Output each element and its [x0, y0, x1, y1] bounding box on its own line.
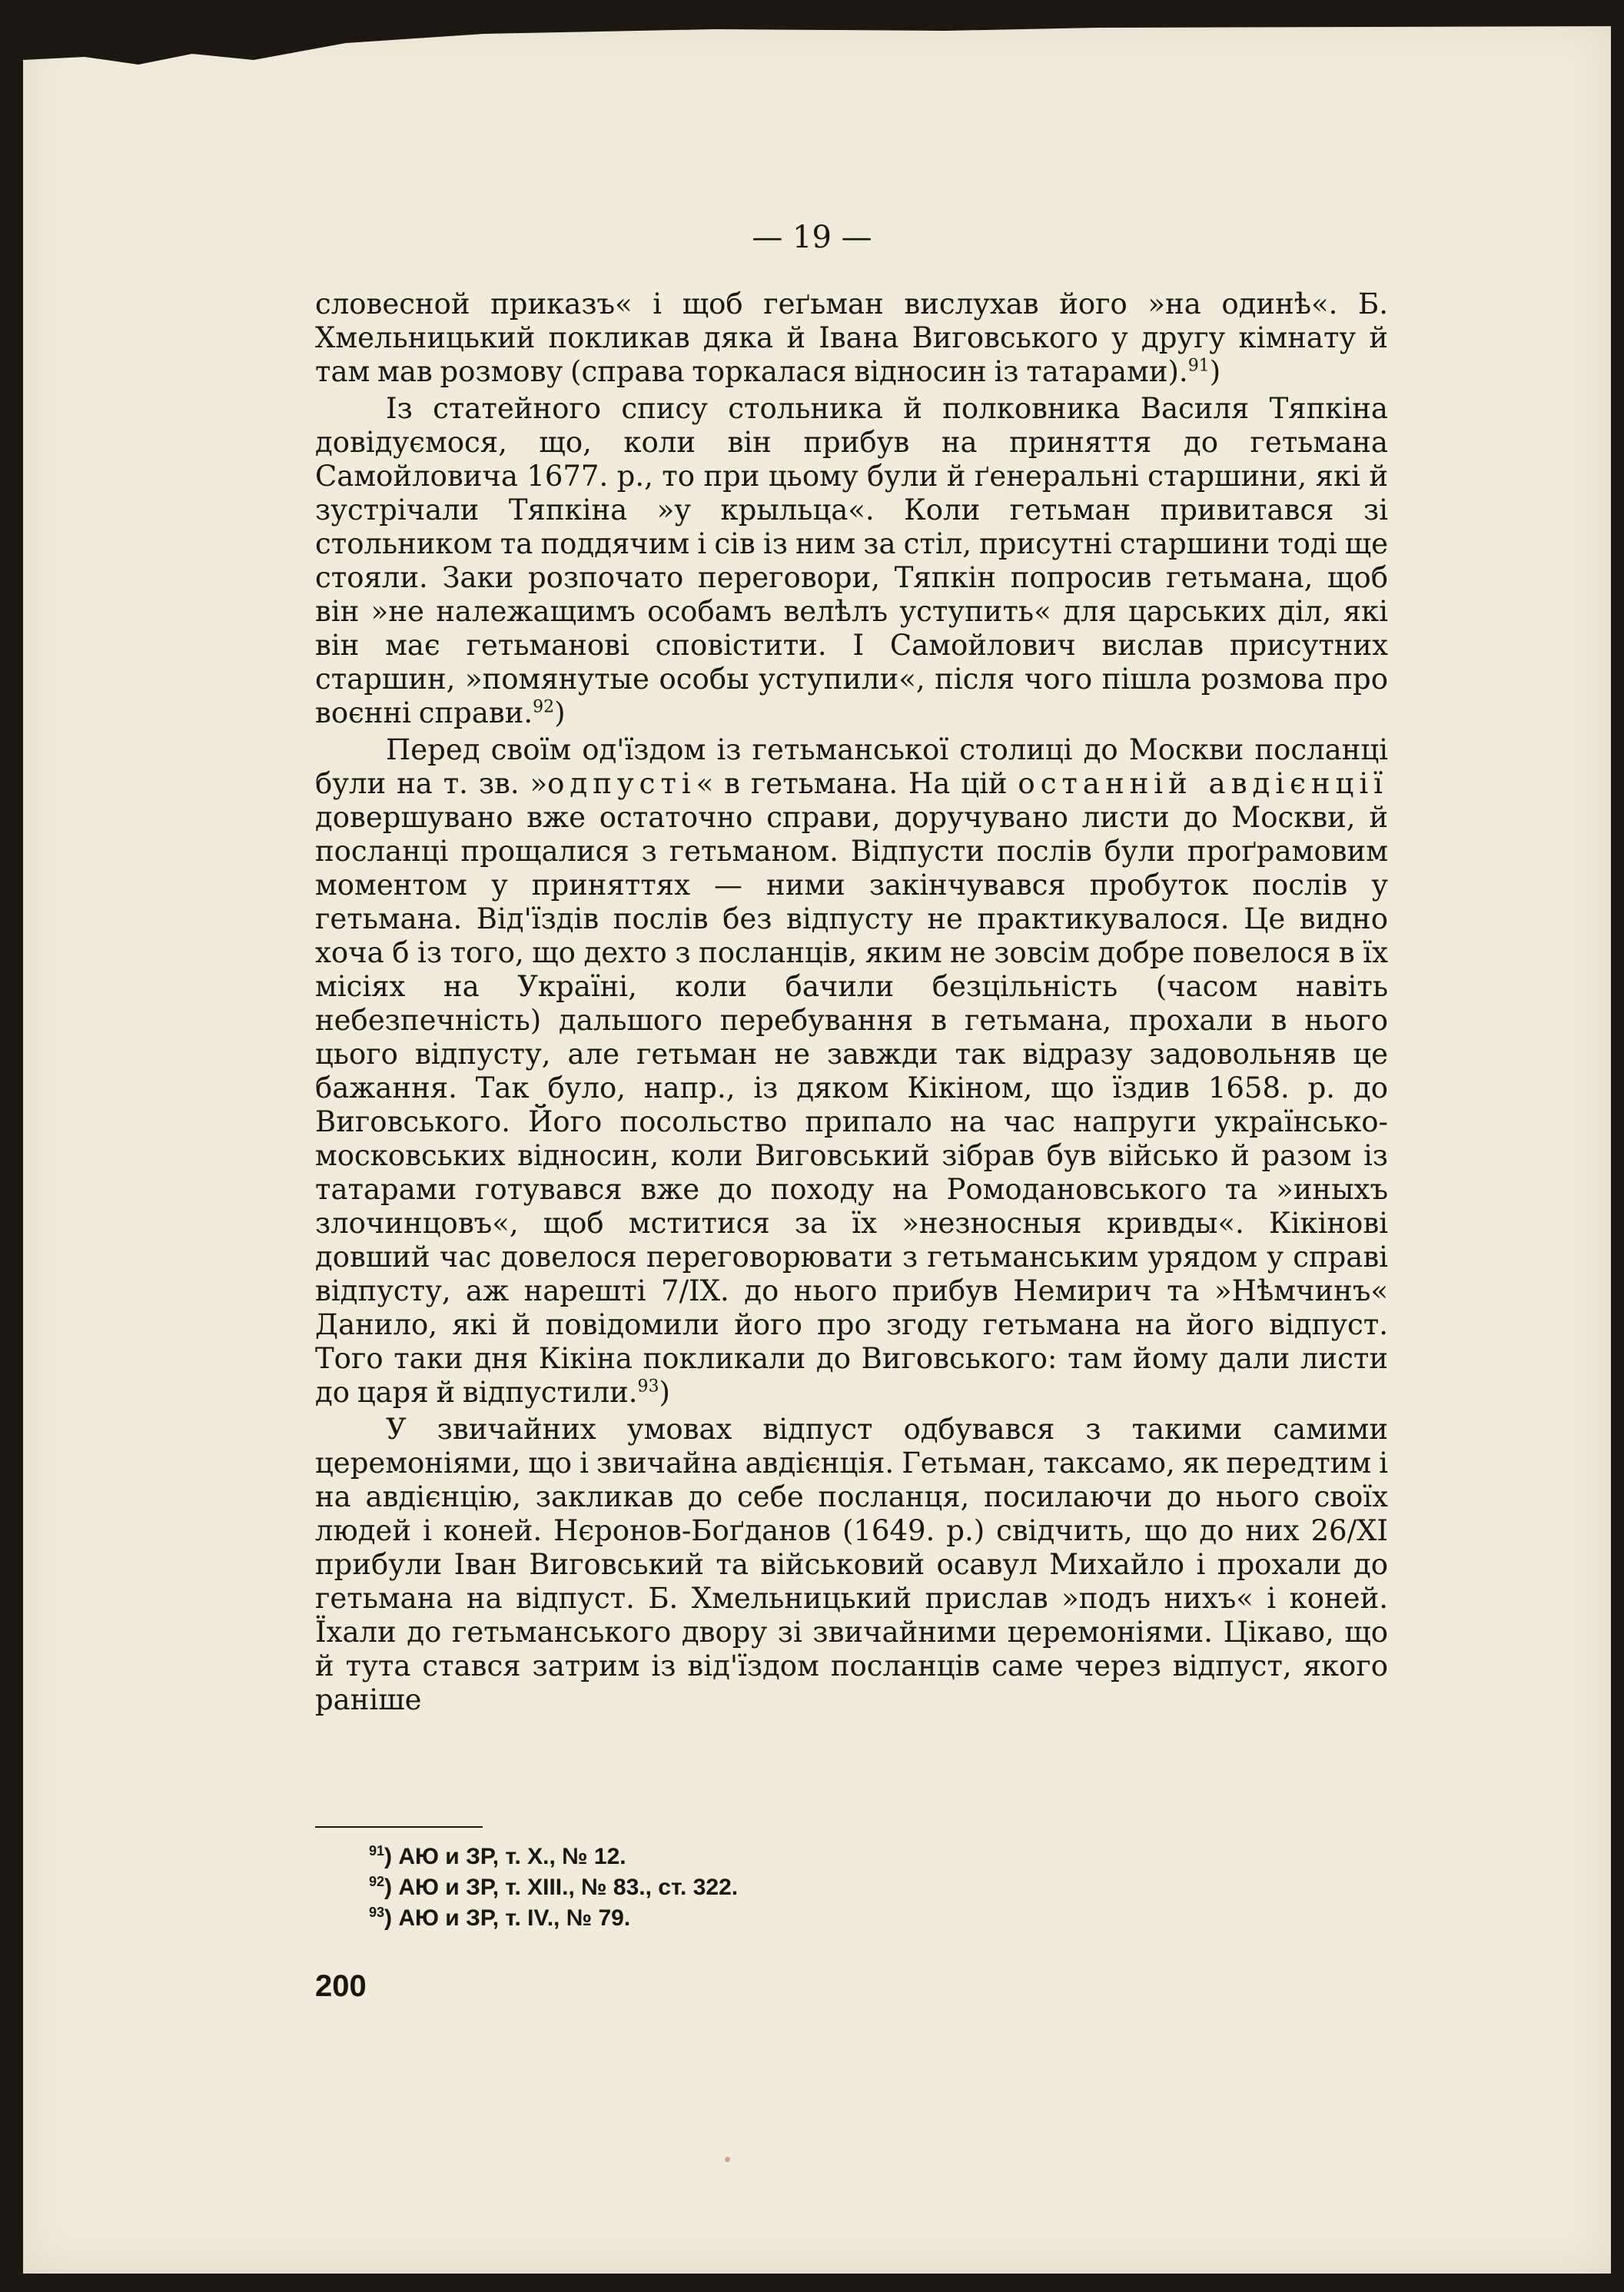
- paper-speck: [725, 2157, 730, 2162]
- footnote-93: $^{93}$) АЮ и ЗР, т. IV., № 79.: [369, 1905, 631, 1931]
- paragraph-4: У звичайних умовах відпуст одбувався з такими самими церемоніями, що і звичайна авдієнція. Гетьман, таксамо, як передтим і на авдієнцію, закликав до себе посланця, посилаючи до нього своїх людей і коней. Нєронов-Боґданов (1649. р.) свідчить, що до них 26/XI прибули Іван Виговський та військовий осавул Михайло і прохали до гетьмана на відпуст. Б. Хмельницький прислав »подъ нихъ« і коней. Їхали до гетьманського двору зі звичайними церемоніями. Цікаво, що й тута стався затрим із від'їздом посланців саме через відпуст, якого раніше: [315, 1413, 1388, 1716]
- footnote-91: $^{91}$) АЮ и ЗР, т. X., № 12.: [369, 1843, 626, 1869]
- running-head: — 19 —: [752, 220, 872, 255]
- footnote-ref-91: 91: [1187, 356, 1210, 376]
- paragraph-2: Із статейного спису стольника й полковника Василя Тяпкіна довідуємося, що, коли він прибув на приняття до гетьмана Самойловича 1677. р., то при цьому були й ґенеральні старшини, які й зустрічали Тяпкіна »у крыльца«. Коли гетьман привитався зі стольником та поддячим і сів із ним за стіл, присутні старшини тоді ще стояли. Заки розпочато переговори, Тяпкін попросив гетьмана, щоб він »не належащимъ особамъ велѣлъ уступить« для царських діл, які він має гетьманові сповістити. І Самойлович вислав присутних старшин, »помянутые особы уступили«, після чого пішла розмова про воєнні справи.$^{92}$): [315, 392, 1388, 729]
- footnote-92: $^{92}$) АЮ и ЗР, т. XIII., № 83., ст. 322.: [369, 1874, 739, 1900]
- footnote-ref-92: 92: [533, 697, 555, 717]
- paragraph-3: Перед своїм од'їздом із гетьманської столиці до Москви посланці були на т. зв. »одпусті« в гетьмана. На цій останній авдієнції довершувано вже остаточно справи, доручувано листи до Москви, й посланці прощалися з гетьманом. Відпусти послів були проґрамовим моментом у приняттях — ними закінчувався пробуток послів у гетьмана. Від'їздів послів без відпусту не практикувалося. Це видно хоча б із того, що дехто з посланців, яким не зовсім добре повелося в їх місіях на Україні, коли бачили безцільність (часом навіть небезпечність) дальшого перебування в гетьмана, прохали в нього цього відпусту, але гетьман не завжди так відразу задовольняв це бажання. Так було, напр., із дяком Кікіном, що їздив 1658. р. до Виговського. Його посольство припало на час напруги українсько-московських відносин, коли Виговський зібрав був військо й разом із татарами готувався вже до походу на Ромодановського та »иныхъ злочинцовъ«, щоб мститися за їх »незносныя кривды«. Кікінові довший час довелося переговорювати з гетьманським урядом у справі відпусту, аж нарешті 7/IX. до нього прибув Немирич та »Нѣмчинъ« Данило, які й повідомили його про згоду гетьмана на його відпуст. Того таки дня Кікіна покликали до Виговського: там йому дали листи до царя й відпустили.$^{93}$): [315, 733, 1389, 1409]
- footnote-separator: [315, 1826, 483, 1828]
- spaced-emphasis: останній авдієнції: [1018, 767, 1389, 800]
- paragraph-1: словесной приказъ« і щоб геґьман вислухав його »на одинѣ«. Б. Хмельницький покликав дяка й Івана Виговського у другу кімнату й там мав розмову (справа торкалася відносин із татарами).$^{91}$): [315, 287, 1388, 388]
- spaced-emphasis: одпусті: [547, 767, 696, 800]
- footnotes: [369, 1842, 738, 1934]
- body-text: [315, 287, 1388, 1720]
- footnote-ref-93: 93: [637, 1377, 659, 1397]
- page-number: 200: [315, 1969, 367, 2003]
- torn-top-edge: [23, 20, 1624, 74]
